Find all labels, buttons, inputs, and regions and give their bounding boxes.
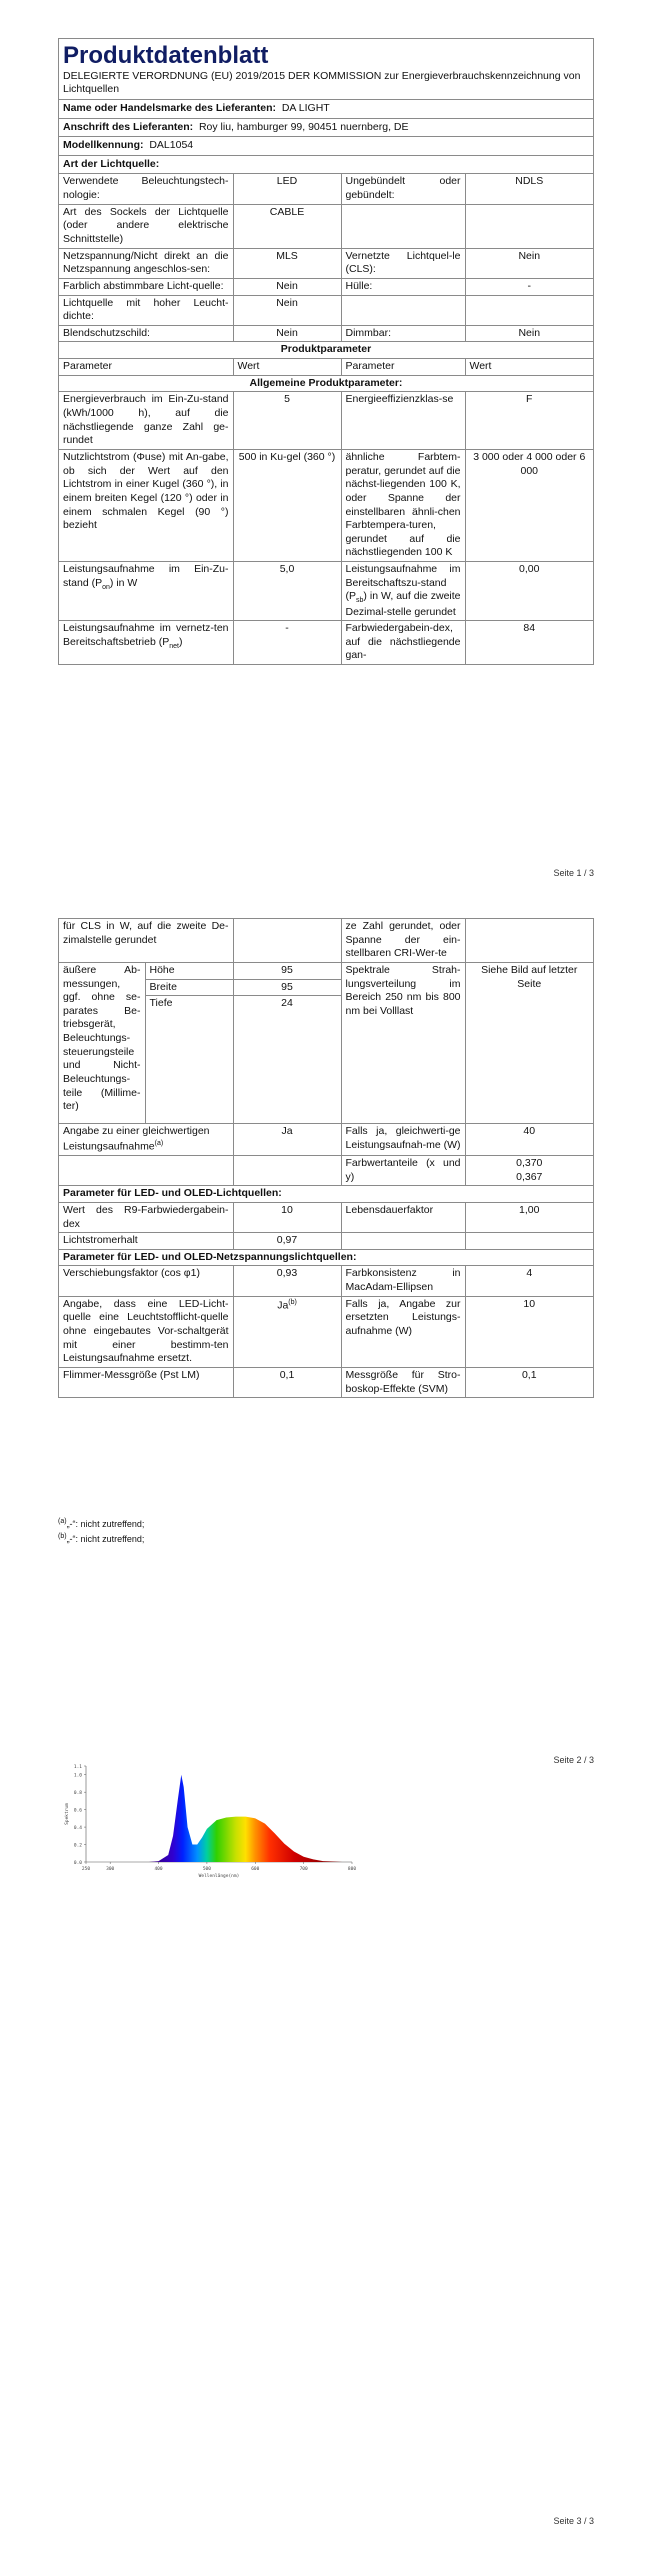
table-row: [59, 919, 593, 962]
dimension-value: 24: [233, 996, 341, 1124]
param-value: 0,1: [233, 1367, 341, 1397]
param-value: MLS: [233, 248, 341, 278]
param-label: Nutzlichtstrom (Φuse) mit An-gabe, ob sich der Wert auf den Lichtstrom in einer Kugel (360 °), in einem breiten Kegel (120 °) oder in einem schmalen Kegel (90 °) bezieht: [59, 449, 233, 561]
table-row: [59, 1367, 593, 1397]
param-label: Netzspannung/Nicht direkt an die Netzspannung angeschlos-sen:: [59, 248, 233, 278]
param-value: 4: [465, 1266, 593, 1296]
param-label: [341, 1233, 465, 1250]
param-label: Wert des R9-Farbwiedergabein-dex: [59, 1202, 233, 1232]
param-label: Verschiebungsfaktor (cos φ1): [59, 1266, 233, 1296]
table-row: [59, 1249, 593, 1266]
param-value: [233, 1296, 341, 1367]
param-value: [465, 204, 593, 248]
dimension-name: Tiefe: [145, 996, 233, 1124]
table-row: [59, 562, 593, 621]
param-value: Siehe Bild auf letzter Seite: [465, 962, 593, 1123]
model-row: [59, 137, 593, 156]
x-tick-label: 500: [202, 1867, 211, 1872]
param-label: Lebensdauerfaktor: [341, 1202, 465, 1232]
param-label: ähnliche Farbtem-peratur, gerundet auf die nächst-liegenden 100 K, oder Spanne der einstellbaren ähnli-chen Farbtempera-turen, gerundet auf die nächstliegenden 100 K: [341, 449, 465, 561]
param-label: Dimmbar:: [341, 325, 465, 342]
column-header: Parameter: [59, 359, 233, 376]
table-row: [59, 174, 593, 204]
page-3: [0, 1750, 652, 2560]
chroma-y-value: 0,367: [516, 1170, 543, 1183]
light-source-heading-text: Art der Lichtquelle:: [63, 157, 160, 170]
param-label: Lichtquelle mit hoher Leucht-dichte:: [59, 295, 233, 325]
document-title: Produktdatenblatt: [63, 42, 269, 69]
param-value: 84: [465, 621, 593, 664]
x-tick-label: 300: [106, 1867, 115, 1872]
param-value: 0,97: [233, 1233, 341, 1250]
label-part: Leistungsaufnahme im vernetz-ten Bereitschaftsbetrieb (P: [63, 622, 229, 648]
param-label: Farbwertanteile (x und y): [341, 1155, 465, 1185]
chart-area-group: [149, 1775, 342, 1862]
page-number: Seite 3 / 3: [553, 2516, 594, 2526]
supplier-address-value: Roy liu, hamburger 99, 90451 nuernberg, DE: [198, 120, 409, 133]
footnote-ref: (a): [154, 1139, 164, 1147]
param-value: 0,00: [465, 562, 593, 621]
table-row: [59, 248, 593, 278]
x-tick-label: 600: [251, 1867, 260, 1872]
param-label: Lichtstromerhalt: [59, 1233, 233, 1250]
param-label: [59, 621, 233, 664]
y-axis-label: Spektrum: [65, 1803, 70, 1825]
table-row: [59, 1155, 593, 1185]
supplier-address-label: Anschrift des Lieferanten:: [63, 120, 194, 133]
param-value: [465, 1233, 593, 1250]
param-label: Angabe, dass eine LED-Licht-quelle eine Leuchtstofflicht-quelle ohne eingebautes Vor-schaltgerät mit einer bestimm-ten Leistungsaufnahme ersetzt.: [59, 1296, 233, 1367]
table-row: [59, 1124, 593, 1156]
param-value: 0,93: [233, 1266, 341, 1296]
footnote-text: „-“: nicht zutreffend;: [66, 1534, 145, 1545]
table-row: [59, 204, 593, 248]
table-row: [59, 1202, 593, 1232]
param-label: Ungebündelt oder gebündelt:: [341, 174, 465, 204]
dimensions-label: äußere Ab-messungen, ggf. ohne se-parates Be-triebsgerät, Beleuchtungs-steuerungsteile und Nicht-Beleuchtungs-teile (Millime-ter): [59, 962, 145, 1123]
param-label: Blendschutzschild:: [59, 325, 233, 342]
y-tick-label: 0.2: [73, 1843, 82, 1849]
subscript: net: [169, 642, 179, 650]
param-value: Nein: [233, 295, 341, 325]
datasheet-page-2: [58, 918, 594, 1398]
param-value: Nein: [233, 278, 341, 295]
param-value: 40: [465, 1124, 593, 1156]
footnote-a: [58, 1516, 144, 1531]
param-value: [465, 919, 593, 962]
column-header: Wert: [233, 359, 341, 376]
model-label: Modellkennung:: [63, 139, 144, 152]
x-tick-label: 250: [81, 1867, 91, 1872]
footnote-ref: (b): [288, 1298, 297, 1306]
param-label: Spektrale Strah-lungsverteilung im Bereich 250 nm bis 800 nm bei Volllast: [341, 962, 465, 1123]
param-value: F: [465, 392, 593, 450]
param-label: Verwendete Beleuchtungstech-nologie:: [59, 174, 233, 204]
table-row: [59, 1186, 593, 1203]
x-axis-label: Wellenlänge(nm): [198, 1874, 240, 1879]
dimension-value: 95: [233, 962, 341, 979]
label-part: ): [178, 635, 183, 648]
param-label: Falls ja, Angabe zur ersetzten Leistungs-aufnahme (W): [341, 1296, 465, 1367]
x-tick-label: 800: [347, 1867, 357, 1872]
param-value: Nein: [465, 325, 593, 342]
param-value: LED: [233, 174, 341, 204]
param-label: ze Zahl gerundet, oder Spanne der ein-stellbaren CRI-Wer-te: [341, 919, 465, 962]
model-value: DAL1054: [149, 139, 194, 152]
param-label: [341, 562, 465, 621]
dimension-name: Breite: [145, 979, 233, 996]
table-row: [59, 1266, 593, 1296]
table-row: [59, 392, 593, 450]
param-label: [59, 1124, 233, 1156]
label-part: ) in W: [109, 576, 138, 589]
param-label: [59, 1155, 233, 1185]
x-tick-label: 400: [154, 1867, 163, 1872]
param-value: 5,0: [233, 562, 341, 621]
table-row: [59, 1296, 593, 1367]
footnote-text: „-“: nicht zutreffend;: [66, 1519, 145, 1529]
subscript: sb: [356, 597, 364, 605]
param-label: [59, 562, 233, 621]
led-params-heading: Parameter für LED- und OLED-Lichtquellen:: [59, 1186, 593, 1203]
footnote-mark: (a): [58, 1518, 67, 1525]
datasheet-page-1: [58, 38, 594, 665]
param-value: 10: [465, 1296, 593, 1367]
param-value: -: [233, 621, 341, 664]
y-tick-label: 1.1: [73, 1765, 82, 1770]
y-tick-label: 0.6: [73, 1808, 82, 1814]
product-params-heading: Produktparameter: [59, 342, 593, 359]
y-tick-label: 0.0: [73, 1861, 82, 1866]
param-value: [233, 919, 341, 962]
chroma-x-value: 0,370: [516, 1156, 543, 1169]
param-value: 1,00: [465, 1202, 593, 1232]
table-row: [59, 325, 593, 342]
footnote-mark: (b): [58, 1533, 67, 1541]
label-part: Angabe zu einer gleichwertigen Leistungsaufnahme: [63, 1125, 210, 1153]
param-value: [233, 1155, 341, 1185]
value-part: Ja: [277, 1299, 289, 1312]
label-part: Leistungsaufnahme im Bereitschaftszu-stand (P: [345, 563, 461, 603]
param-label: Messgröße für Stro-boskop-Effekte (SVM): [341, 1367, 465, 1397]
param-value: -: [465, 278, 593, 295]
table-row: [59, 295, 593, 325]
spectrum-area: [149, 1775, 342, 1862]
regulation-reference: DELEGIERTE VERORDNUNG (EU) 2019/2015 DER KOMMISSION zur Energieverbrauchskennzeichnung von Lichtquellen: [63, 69, 581, 96]
y-tick-label: 0.4: [73, 1826, 82, 1832]
page-2: [0, 900, 652, 1750]
param-value: 500 in Ku-gel (360 °): [233, 449, 341, 561]
param-value: 0,1: [465, 1367, 593, 1397]
mains-params-heading: Parameter für LED- und OLED-Netzspannungslichtquellen:: [59, 1249, 593, 1266]
param-value: Ja: [233, 1124, 341, 1156]
param-value: 3 000 oder 4 000 oder 6 000: [465, 449, 593, 561]
y-tick-label: 1.0: [73, 1773, 82, 1779]
page-1: [0, 0, 652, 900]
param-value: 5: [233, 392, 341, 450]
param-label: Farbkonsistenz in MacAdam-Ellipsen: [341, 1266, 465, 1296]
spectrum-chart-svg: [60, 1758, 360, 1888]
param-label: Energieverbrauch im Ein-Zu-stand (kWh/1000 h), auf die nächstliegende ganze Zahl ge-rundet: [59, 392, 233, 450]
param-label: Falls ja, gleichwerti-ge Leistungsaufnah-me (W): [341, 1124, 465, 1156]
param-label: Energieeffizienzklas-se: [341, 392, 465, 450]
param-label: Farbwiedergabein-dex, auf die nächstliegende gan-: [341, 621, 465, 664]
param-label: [341, 204, 465, 248]
table-row: [59, 342, 593, 359]
param-label: für CLS in W, auf die zweite De-zimalstelle gerundet: [59, 919, 233, 962]
param-value: [465, 295, 593, 325]
subscript: on: [102, 583, 110, 591]
title-block: [59, 39, 593, 100]
param-value: 10: [233, 1202, 341, 1232]
dimension-value: 95: [233, 979, 341, 996]
param-value: NDLS: [465, 174, 593, 204]
footnotes: [58, 1516, 144, 1547]
table-row: [59, 621, 593, 664]
param-label: Farblich abstimmbare Licht-quelle:: [59, 278, 233, 295]
x-tick-label: 700: [299, 1867, 308, 1872]
label-part: ) in W, auf die zweite Dezimal-stelle gerundet: [345, 590, 461, 618]
table-row: [59, 449, 593, 561]
light-source-table: [59, 174, 593, 664]
footnote-b: [58, 1531, 144, 1546]
general-params-heading: Allgemeine Produktparameter:: [59, 375, 593, 392]
param-value: CABLE: [233, 204, 341, 248]
supplier-name-row: [59, 100, 593, 119]
param-label: Flimmer-Messgröße (Pst LM): [59, 1367, 233, 1397]
param-value: Nein: [465, 248, 593, 278]
light-source-heading: [59, 156, 593, 175]
product-params-table-continued: [59, 919, 593, 1397]
param-value: [465, 1155, 593, 1185]
param-label: Vernetzte Lichtquel-le (CLS):: [341, 248, 465, 278]
dimension-name: Höhe: [145, 962, 233, 979]
param-label: [341, 295, 465, 325]
table-row: [59, 375, 593, 392]
page-number: Seite 2 / 3: [553, 1755, 594, 1765]
supplier-name-value: DA LIGHT: [281, 101, 330, 114]
supplier-name-label: Name oder Handelsmarke des Lieferanten:: [63, 101, 276, 114]
param-label: Art des Sockels der Lichtquelle (oder andere elektrische Schnittstelle): [59, 204, 233, 248]
supplier-address-row: [59, 119, 593, 138]
page-number: Seite 1 / 3: [553, 868, 594, 878]
table-row: [59, 278, 593, 295]
spectrum-chart: [60, 1758, 360, 1888]
table-header-row: [59, 359, 593, 376]
table-row: [59, 1233, 593, 1250]
column-header: Wert: [465, 359, 593, 376]
param-value: Nein: [233, 325, 341, 342]
param-label: Hülle:: [341, 278, 465, 295]
column-header: Parameter: [341, 359, 465, 376]
y-tick-label: 0.8: [73, 1791, 82, 1797]
table-row: [59, 962, 593, 979]
label-part: Leistungsaufnahme im Ein-Zu-stand (P: [63, 563, 229, 589]
